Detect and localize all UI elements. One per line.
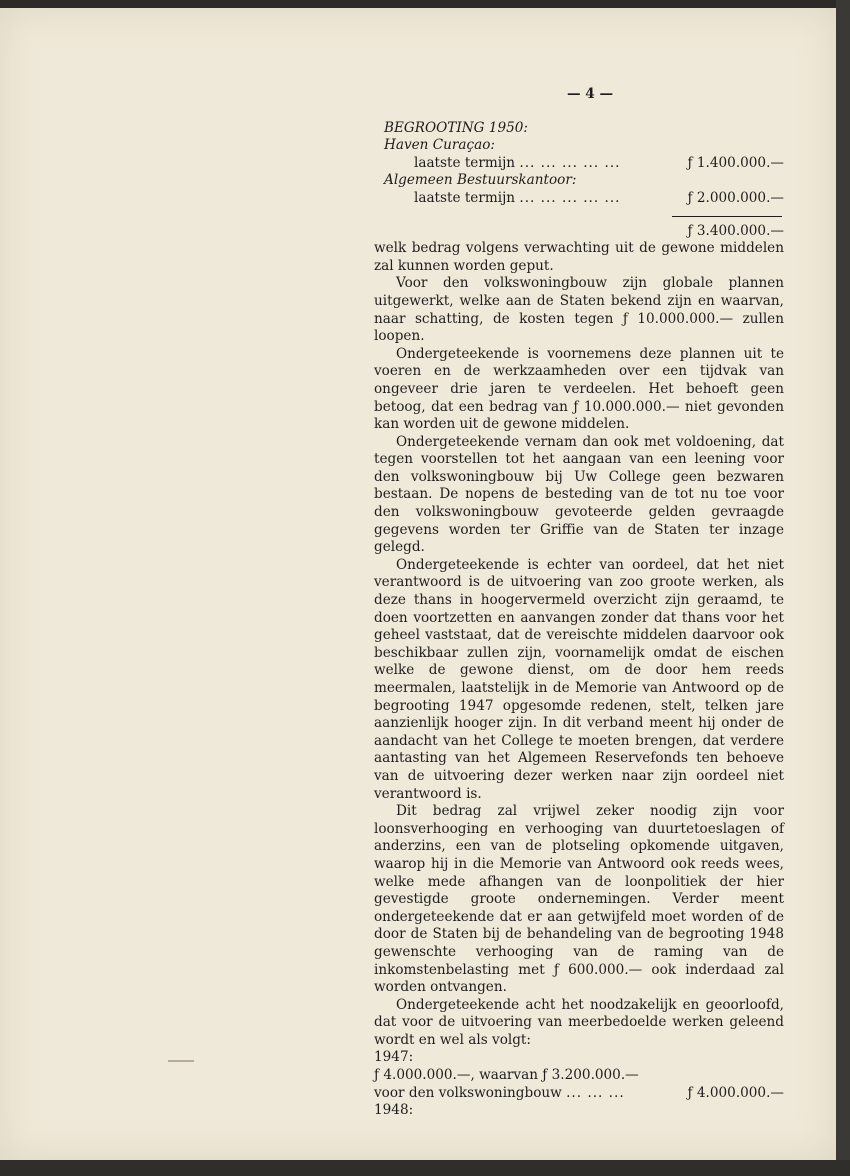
- item2-line: [374, 190, 784, 208]
- item1-heading: Haven Curaçao:: [384, 137, 496, 154]
- item1-label: laatste termijn ... ... ... ... ...: [414, 154, 621, 171]
- paragraph-1: welk bedrag volgens verwachting uit de gewone middelen zal kunnen worden geput.: [374, 240, 784, 274]
- volks-label: voor den volkswoningbouw ... ... ...: [374, 1084, 625, 1101]
- year-1947: 1947:: [374, 1049, 414, 1066]
- sum-rule: [672, 216, 782, 217]
- item1-amount: ƒ 1.400.000.—: [687, 154, 784, 171]
- paragraph-5: Ondergeteekende is echter van oordeel, dat het niet verantwoord is de uitvoering van zoo groote werken, als deze thans in hoogervermeld overzicht zijn geraamd, te doen voortzetten en aanvangen zonder dat thans voor het geheel vaststaat, dat de vereischte middelen daarvoor ook beschikbaar zullen zijn, voornamelijk omdat de eischen welke de gewone dienst, om de door hem reeds meermalen, laatstelijk in de Memorie van Antwoord op de begrooting 1947 opgesomde redenen, stelt, telken jare aanzienlijk hooger zijn. In dit verband meent hij onder de aandacht van het College te moeten brengen, dat verdere aantasting van het Algemeen Reservefonds ten behoeve van de uitvoering dezer werken naar zijn oordeel niet verantwoord is.: [374, 556, 784, 802]
- begrooting-title: BEGROOTING 1950:: [384, 119, 528, 136]
- year-1948: 1948:: [374, 1102, 414, 1119]
- paragraph-3: Ondergeteekende is voornemens deze plannen uit te voeren en de werkzaamheden over een tijdvak van ongeveer drie jaren te verdeelen. Het behoeft geen betoog, dat een bedrag van ƒ 10.000.000.— niet gevonden kan worden uit de gewone middelen.: [374, 345, 784, 433]
- volks-amount: ƒ 4.000.000.—: [687, 1084, 784, 1101]
- scan-edge-bottom: [0, 1160, 850, 1176]
- scan-edge-right: [836, 0, 850, 1176]
- page-content: [374, 86, 784, 1120]
- line-1947-amount: ƒ 4.000.000.—, waarvan ƒ 3.200.000.—: [374, 1067, 639, 1084]
- total-amount: ƒ 3.400.000.—: [687, 222, 784, 239]
- item1-line: [374, 155, 784, 173]
- item2-heading: Algemeen Bestuurskantoor:: [384, 172, 577, 189]
- paragraph-6: Dit bedrag zal vrijwel zeker noodig zijn voor loonsverhooging en verhooging van duurtetoeslagen of anderzins, een van de plotseling opkomende uitgaven, waarop hij in die Memorie van Antwoord ook reeds wees, welke mede afhangen van de loonpolitiek der hier gevestigde groote ondernemingen. Verder meent ondergeteekende dat er aan getwijfeld moet worden of de door de Staten bij de behandeling van de begrooting 1948 gewenschte verhooging van de raming van de inkomstenbelasting met ƒ 600.000.— ook inderdaad zal worden ontvangen.: [374, 803, 784, 996]
- paragraph-2: Voor den volkswoningbouw zijn globale plannen uitgewerkt, welke aan de Staten bekend zijn en waarvan, naar schatting, de kosten tegen ƒ 10.000.000.— zullen loopen.: [374, 275, 784, 345]
- paragraph-7: Ondergeteekende acht het noodzakelijk en geoorloofd, dat voor de uitvoering van meerbedoelde werken geleend wordt en wel als volgt:: [374, 996, 784, 1048]
- paragraph-4: Ondergeteekende vernam dan ook met voldoening, dat tegen voorstellen tot het aangaan van een leening voor den volkswoningbouw bij Uw College geen bezwaren bestaan. De nopens de besteding van de tot nu toe voor den volkswoningbouw gevoteerde gelden gevraagde gegevens worden ter Griffie van de Staten ter inzage gelegd.: [374, 433, 784, 556]
- item2-label: laatste termijn ... ... ... ... ...: [414, 189, 621, 206]
- document-page: [0, 8, 836, 1160]
- margin-mark: [168, 1060, 194, 1062]
- line-volkswoningbouw: [374, 1085, 784, 1103]
- page-number: — 4 —: [566, 86, 614, 102]
- item2-amount: ƒ 2.000.000.—: [687, 189, 784, 206]
